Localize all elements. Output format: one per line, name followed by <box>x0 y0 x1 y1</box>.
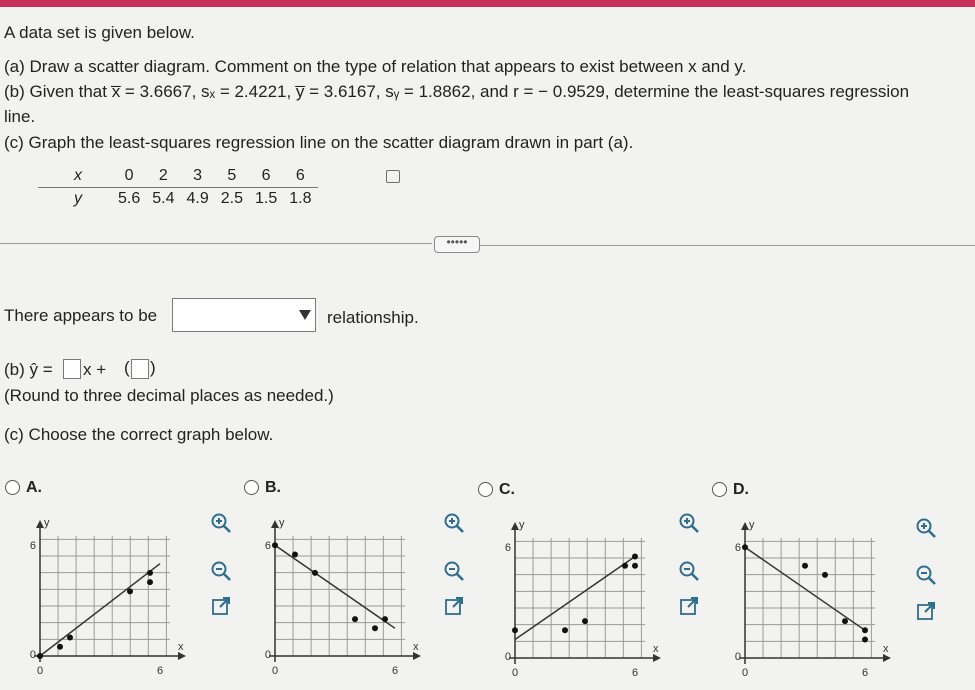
x-value: 5 <box>215 165 249 188</box>
answer-a-prefix: There appears to be <box>4 306 158 325</box>
option-a-graph[interactable] <box>20 508 200 690</box>
data-point <box>147 570 153 576</box>
part-b-text-cont: line. <box>4 107 36 126</box>
y-axis-arrow-icon <box>511 522 519 530</box>
popout-icon[interactable] <box>915 600 937 622</box>
dropdown-arrow-icon <box>299 310 311 320</box>
zoom-in-icon[interactable] <box>915 517 937 539</box>
y-origin-label: 0 <box>264 649 271 661</box>
option-d-radio[interactable] <box>712 482 727 497</box>
data-point <box>312 570 318 576</box>
option-b-graph[interactable] <box>255 508 435 690</box>
option-a-label: A. <box>26 479 42 496</box>
x-origin-label: 0 <box>271 665 279 677</box>
zoom-in-icon[interactable] <box>678 512 700 534</box>
y-value: 2.5 <box>220 190 243 207</box>
data-point <box>622 563 628 569</box>
data-point <box>272 542 278 548</box>
option-b-label: B. <box>265 479 281 496</box>
data-point <box>862 637 868 643</box>
rounding-note: (Round to three decimal places as needed.) <box>4 386 334 405</box>
x-axis-arrow-icon <box>653 654 661 662</box>
data-point <box>632 563 638 569</box>
zoom-out-icon[interactable] <box>443 560 465 582</box>
x-value: 6 <box>249 165 283 188</box>
popout-icon[interactable] <box>210 595 232 617</box>
y-value: 5.6 <box>118 190 141 207</box>
data-point <box>127 588 133 594</box>
x-axis-label: x <box>178 641 184 653</box>
zoom-out-icon[interactable] <box>210 560 232 582</box>
copy-data-icon[interactable] <box>386 170 400 183</box>
x-tick-label: 6 <box>631 667 639 679</box>
more-button[interactable]: ••••• <box>434 236 480 253</box>
y-axis-label: y <box>44 517 50 529</box>
y-axis-arrow-icon <box>741 522 749 530</box>
data-point <box>802 563 808 569</box>
data-point <box>57 644 63 650</box>
option-d-label: D. <box>733 481 749 498</box>
x-value: 0 <box>112 165 146 188</box>
x-value: 2 <box>146 165 180 188</box>
x-axis-label: x <box>653 643 659 655</box>
popout-icon[interactable] <box>443 595 465 617</box>
data-point <box>382 616 388 622</box>
zoom-in-icon[interactable] <box>443 512 465 534</box>
relationship-dropdown[interactable] <box>172 298 316 332</box>
x-value: 6 <box>283 165 317 188</box>
part-a-text: (a) Draw a scatter diagram. Comment on the type of relation that appears to exist between x and y. <box>4 57 747 76</box>
answer-b-mid: x + <box>83 360 107 379</box>
x-axis-arrow-icon <box>178 652 186 660</box>
data-point <box>862 627 868 633</box>
x-axis-label: x <box>413 641 419 653</box>
y-axis-label: y <box>519 519 525 531</box>
popout-icon[interactable] <box>678 595 700 617</box>
intercept-input[interactable] <box>131 359 149 379</box>
y-value: 1.5 <box>255 190 278 207</box>
y-axis-arrow-icon <box>36 520 44 528</box>
option-d-graph[interactable] <box>725 510 905 690</box>
intro-text: A data set is given below. <box>4 23 195 42</box>
y-origin-label: 0 <box>29 649 36 661</box>
y-value: 5.4 <box>152 190 175 207</box>
close-paren: ) <box>150 358 156 377</box>
x-tick-label: 6 <box>861 667 869 679</box>
data-point <box>67 635 73 641</box>
x-origin-label: 0 <box>741 667 749 679</box>
y-tick-label: 6 <box>734 542 741 555</box>
data-point <box>822 572 828 578</box>
option-c-radio[interactable] <box>478 482 493 497</box>
data-point <box>582 618 588 624</box>
divider-right <box>480 245 975 246</box>
option-a-radio[interactable] <box>5 480 20 495</box>
y-axis-label: y <box>279 517 285 529</box>
x-origin-label: 0 <box>36 665 44 677</box>
y-tick-label: 6 <box>264 540 271 553</box>
table-row-x <box>38 165 318 188</box>
zoom-out-icon[interactable] <box>915 564 937 586</box>
x-axis-arrow-icon <box>883 654 891 662</box>
y-axis-label: y <box>749 519 755 531</box>
y-origin-label: 0 <box>734 651 741 663</box>
y-tick-label: 6 <box>504 542 511 555</box>
option-c-graph[interactable] <box>495 510 675 690</box>
data-point <box>562 627 568 633</box>
data-point <box>742 544 748 550</box>
answer-a-suffix: relationship. <box>327 308 419 327</box>
slope-input[interactable] <box>63 359 81 379</box>
x-origin-label: 0 <box>511 667 519 679</box>
answer-b-lead: (b) ŷ = <box>4 360 53 379</box>
y-axis-arrow-icon <box>271 520 279 528</box>
data-point <box>292 551 298 557</box>
y-value: 4.9 <box>186 190 209 207</box>
open-paren: ( <box>124 358 130 377</box>
x-tick-label: 6 <box>156 665 164 677</box>
data-point <box>37 653 43 659</box>
part-b-text: (b) Given that x̅ = 3.6667, sₓ = 2.4221, y̅ = 3.6167, sᵧ = 1.8862, and r = − 0.9529, determine the least-squares regression <box>4 82 910 101</box>
top-accent-bar <box>0 0 975 7</box>
x-axis-arrow-icon <box>413 652 421 660</box>
data-point <box>147 579 153 585</box>
data-table <box>38 165 318 210</box>
data-point <box>632 553 638 559</box>
divider-left <box>0 243 432 244</box>
data-point <box>842 618 848 624</box>
data-point <box>512 627 518 633</box>
x-value: 3 <box>181 165 215 188</box>
zoom-in-icon[interactable] <box>210 512 232 534</box>
y-header: y <box>74 190 82 207</box>
y-origin-label: 0 <box>504 651 511 663</box>
x-axis-label: x <box>883 643 889 655</box>
part-c-text: (c) Graph the least-squares regression line on the scatter diagram drawn in part (a). <box>4 133 634 152</box>
x-header: x <box>38 165 112 188</box>
data-point <box>372 625 378 631</box>
data-point <box>352 616 358 622</box>
y-tick-label: 6 <box>29 540 36 553</box>
answer-c-prompt: (c) Choose the correct graph below. <box>4 425 274 444</box>
y-value: 1.8 <box>289 190 312 207</box>
option-b-radio[interactable] <box>244 480 259 495</box>
zoom-out-icon[interactable] <box>678 560 700 582</box>
table-row-y <box>38 188 318 211</box>
option-c-label: C. <box>499 481 515 498</box>
x-tick-label: 6 <box>391 665 399 677</box>
